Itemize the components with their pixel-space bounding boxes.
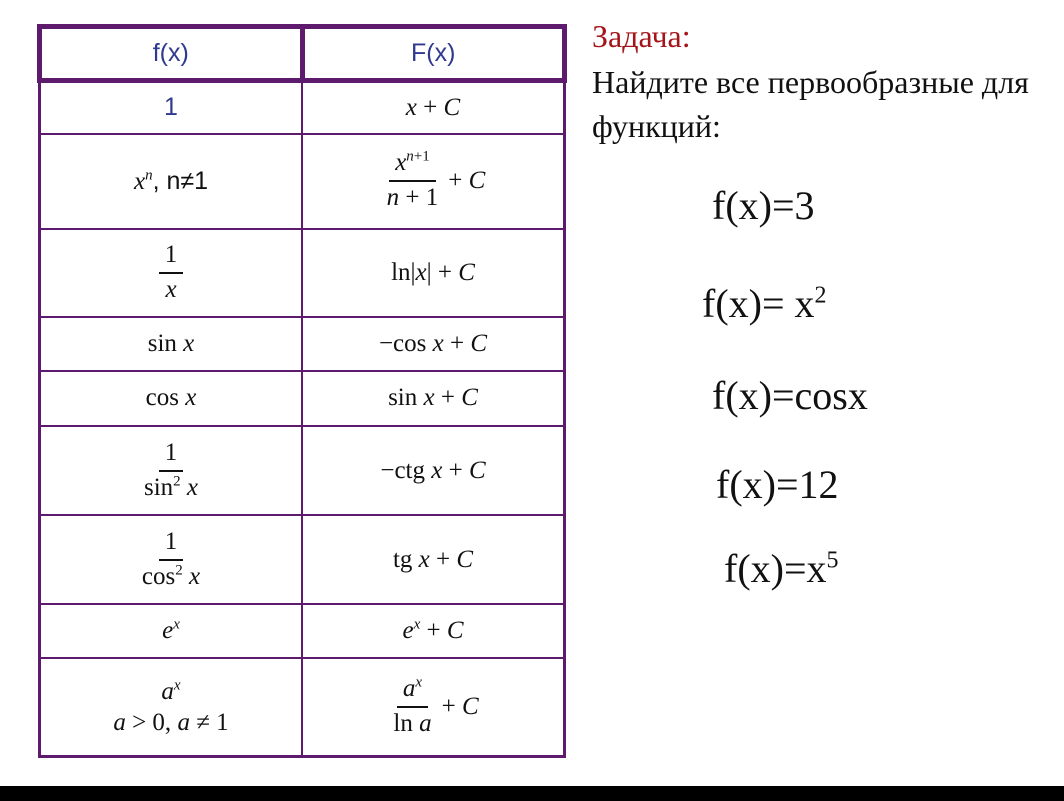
F-value: $\frac{x^{n+1}}{n + 1}$ + C — [386, 149, 486, 212]
bottom-bar — [0, 786, 1064, 801]
f-value: 1 — [164, 93, 178, 122]
f-cell — [40, 134, 303, 229]
f-cell — [40, 317, 303, 371]
header-F: F(x) — [302, 27, 565, 81]
F-cell — [302, 317, 565, 371]
f-cell — [40, 81, 303, 134]
table-row — [40, 371, 565, 426]
F-value: −cos x + C — [378, 329, 488, 357]
F-value: x + C — [405, 93, 461, 121]
task-text: Найдите все первообразные для функций: — [592, 64, 1029, 144]
table-row — [40, 134, 565, 229]
table-row — [40, 604, 565, 658]
task-function-3: f(x)=cosx — [712, 373, 868, 418]
task-title: Задача: — [592, 18, 691, 54]
table-row — [40, 229, 565, 317]
F-cell — [302, 371, 565, 426]
f-cell — [40, 515, 303, 604]
f-value: $a^x$ a > 0, a ≠ 1 — [113, 677, 229, 737]
F-cell — [302, 604, 565, 658]
F-value: $\frac{a^x}{\text{ln a}}$ + C — [393, 675, 479, 738]
F-cell — [302, 134, 565, 229]
table-row — [40, 658, 565, 756]
F-cell — [302, 515, 565, 604]
table-row — [40, 81, 565, 134]
f-cell — [40, 371, 303, 426]
F-cell — [302, 426, 565, 515]
table-row — [40, 426, 565, 515]
F-value: tg x + C — [392, 545, 474, 573]
table-row — [40, 515, 565, 604]
f-cell — [40, 426, 303, 515]
f-value: sin x — [147, 329, 195, 357]
table-header-row — [40, 27, 565, 81]
header-f: f(x) — [40, 27, 303, 81]
f-value: $x^n$, n≠1 — [133, 166, 209, 195]
f-cell — [40, 658, 303, 756]
task-function-2: $f(x)= x^2$ — [702, 281, 827, 326]
f-cell — [40, 229, 303, 317]
F-cell — [302, 658, 565, 756]
F-value: ln|x| + C — [391, 258, 475, 286]
F-value: $e^x + C$ — [402, 616, 464, 645]
f-value: $\frac{1}{\cos^2 x}$ — [141, 527, 201, 590]
f-value: $\frac{1}{x}$ — [159, 258, 184, 285]
F-cell — [302, 229, 565, 317]
task-function-1: f(x)=3 — [712, 183, 815, 228]
task-function-4: f(x)=12 — [716, 462, 839, 507]
f-cell — [40, 604, 303, 658]
f-value: cos x — [145, 384, 197, 412]
F-value: sin x + C — [388, 384, 478, 412]
table-row — [40, 317, 565, 371]
task-function-5: $f(x)=x^5$ — [724, 546, 839, 591]
antiderivative-table — [37, 24, 567, 758]
F-value: −ctg x + C — [380, 456, 486, 484]
F-cell — [302, 81, 565, 134]
f-value: $e^x$ — [162, 616, 180, 645]
f-value: $\frac{1}{\sin^2 x}$ — [143, 438, 199, 501]
